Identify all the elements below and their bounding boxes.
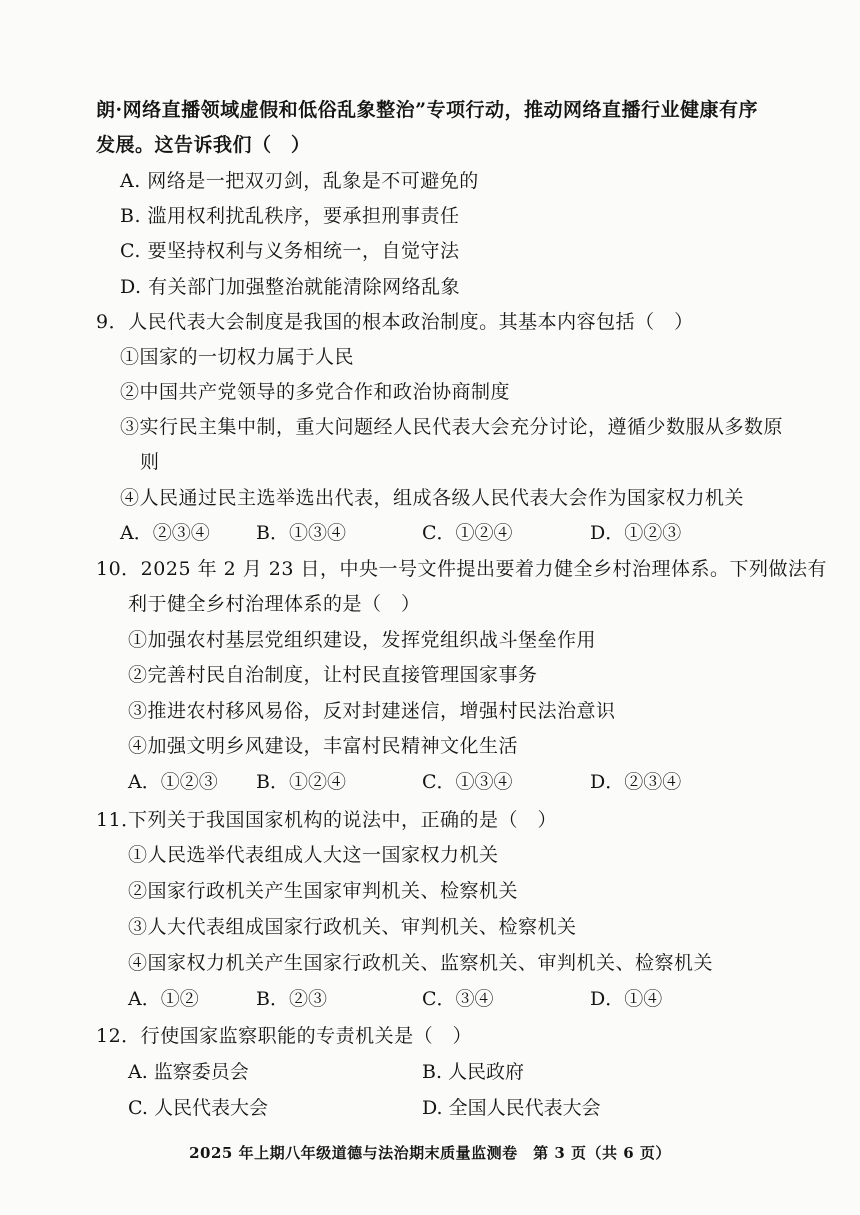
q12-choice-c: C. 人民代表大会 — [128, 1097, 268, 1119]
q10-item-2: ②完善村民自治制度，让村民直接管理国家事务 — [128, 664, 538, 686]
q8-option-c: C. 要坚持权利与义务相统一，自觉守法 — [120, 240, 460, 262]
q10-choice-b: B．①②④ — [256, 771, 346, 793]
q9-item-3: ③实行民主集中制，重大问题经人民代表大会充分讨论，遵循少数服从多数原 — [120, 416, 784, 438]
q12-choices-row2 — [128, 1096, 808, 1120]
q11-choice-d: D．①④ — [590, 988, 663, 1010]
q11-choice-b: B．②③ — [256, 988, 327, 1010]
q12-choice-a: A. 监察委员会 — [128, 1061, 249, 1083]
q11-item-2: ②国家行政机关产生国家审判机关、检察机关 — [128, 880, 519, 902]
q9-choices — [120, 521, 800, 545]
q11-choice-c: C．③④ — [422, 988, 494, 1010]
q10-item-1: ①加强农村基层党组织建设，发挥党组织战斗堡垒作用 — [128, 629, 597, 651]
q12-choice-d: D. 全国人民代表大会 — [422, 1097, 601, 1119]
q9-choice-b: B．①③④ — [256, 522, 346, 544]
q12-choices-row1 — [128, 1060, 808, 1084]
q9-choice-a: A．②③④ — [120, 522, 210, 544]
q11-item-3: ③人大代表组成国家行政机关、审判机关、检察机关 — [128, 916, 577, 938]
q10-stem-line1: 10．2025 年 2 月 23 日，中央一号文件提出要着力健全乡村治理体系。下列做法有 — [96, 558, 827, 580]
q10-stem-line2: 利于健全乡村治理体系的是（ ） — [128, 593, 421, 615]
q10-choice-d: D．②③④ — [590, 771, 682, 793]
q11-item-4: ④国家权力机关产生国家行政机关、监察机关、审判机关、检察机关 — [128, 952, 714, 974]
q11-item-1: ①人民选举代表组成人大这一国家权力机关 — [128, 844, 499, 866]
q9-item-2: ②中国共产党领导的多党合作和政治协商制度 — [120, 381, 511, 403]
page-footer: 2025 年上期八年级道德与法治期末质量监测卷 第 3 页（共 6 页） — [189, 1144, 671, 1162]
q10-item-4: ④加强文明乡风建设，丰富村民精神文化生活 — [128, 735, 519, 757]
q10-item-3: ③推进农村移风易俗，反对封建迷信，增强村民法治意识 — [128, 700, 616, 722]
q11-choices — [128, 987, 808, 1011]
q9-item-4: ④人民通过民主选举选出代表，组成各级人民代表大会作为国家权力机关 — [120, 487, 745, 509]
q11-stem: 下列关于我国国家机构的说法中，正确的是（ ） — [128, 809, 558, 831]
q9-stem: 9．人民代表大会制度是我国的根本政治制度。其基本内容包括（ ） — [96, 311, 694, 333]
q8-option-b: B. 滥用权利扰乱秩序，要承担刑事责任 — [120, 205, 460, 227]
q9-item-1: ①国家的一切权力属于人民 — [120, 346, 355, 368]
q8-option-a: A. 网络是一把双刃剑，乱象是不可避免的 — [120, 170, 479, 192]
q9-choice-c: C．①②④ — [422, 522, 513, 544]
q8-option-d: D. 有关部门加强整治就能清除网络乱象 — [120, 276, 461, 298]
q8-stem-line2: 发展。这告诉我们（ ） — [96, 134, 311, 156]
q11-number: 11． — [96, 809, 141, 831]
q8-stem-line1: 朗·网络直播领域虚假和低俗乱象整治”专项行动，推动网络直播行业健康有序 — [96, 99, 759, 121]
q12-stem: 12．行使国家监察职能的专责机关是（ ） — [96, 1025, 473, 1047]
q10-choice-a: A．①②③ — [128, 771, 218, 793]
q10-choices — [128, 770, 808, 794]
q9-choice-d: D．①②③ — [590, 522, 682, 544]
q12-choice-b: B. 人民政府 — [422, 1061, 525, 1083]
q10-choice-c: C．①③④ — [422, 771, 513, 793]
q11-choice-a: A．①② — [128, 988, 199, 1010]
q9-item-3-cont: 则 — [140, 451, 160, 473]
